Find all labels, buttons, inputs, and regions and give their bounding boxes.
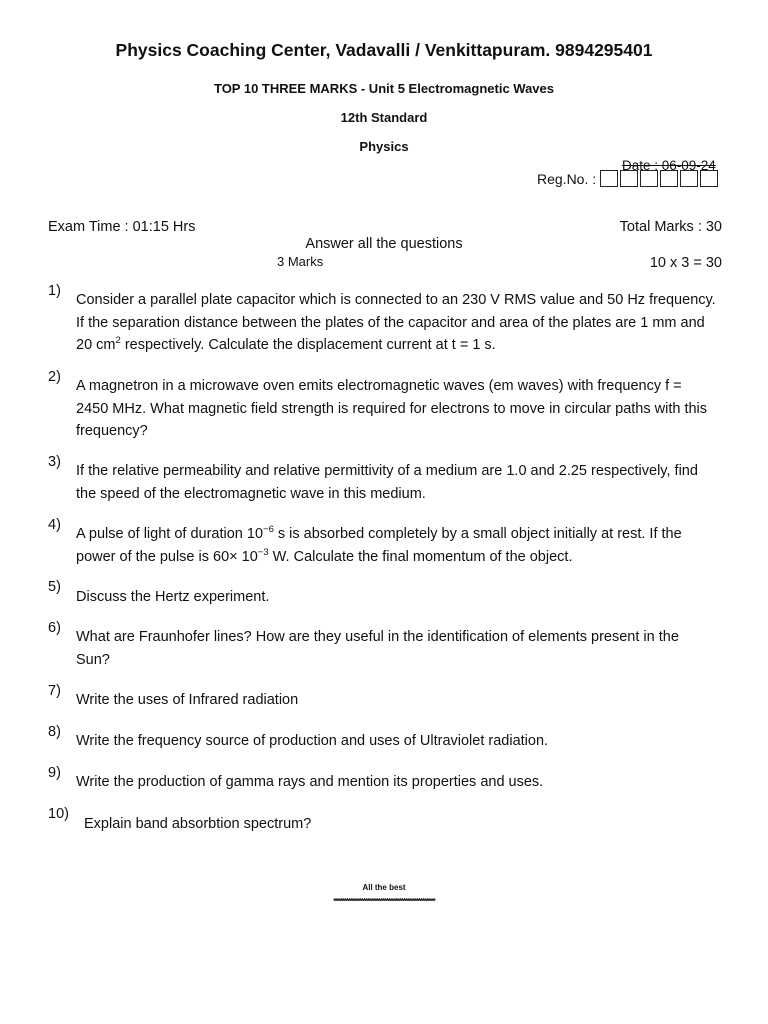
reg-no-field — [537, 170, 720, 187]
exam-title: TOP 10 THREE MARKS - Unit 5 Electromagnetic Waves — [213, 81, 554, 96]
question-text: Discuss the Hertz experiment. — [76, 589, 270, 605]
question-number: 9) — [48, 765, 61, 781]
closing-message: All the best — [362, 883, 406, 892]
total-marks: Total Marks : 30 — [619, 219, 722, 235]
reg-no-label: Reg.No. : — [537, 170, 597, 187]
standard-label: 12th Standard — [340, 110, 428, 125]
instruction-text: Answer all the questions — [305, 236, 463, 252]
question-number: 10) — [48, 806, 69, 822]
star-divider: ************************************************ — [333, 897, 435, 906]
question-number: 1) — [48, 283, 61, 299]
coaching-center-title: Physics Coaching Center, Vadavalli / Venkittapuram. 9894295401 — [115, 40, 653, 60]
reg-no-box — [600, 170, 618, 187]
question-number: 3) — [48, 454, 61, 470]
reg-no-box — [620, 170, 638, 187]
question-text: Write the production of gamma rays and mention its properties and uses. — [76, 774, 544, 790]
reg-no-box — [680, 170, 698, 187]
question-text: Write the uses of Infrared radiation — [76, 692, 299, 708]
question-text: Explain band absorbtion spectrum? — [84, 816, 312, 832]
reg-no-box — [700, 170, 718, 187]
reg-no-boxes — [600, 170, 720, 187]
reg-no-box — [660, 170, 678, 187]
question-text: Write the frequency source of production and uses of Ultraviolet radiation. — [76, 733, 549, 749]
question-number: 7) — [48, 683, 61, 699]
question-text: A magnetron in a microwave oven emits electromagnetic waves (em waves) with frequency f = 2450 MHz. What magnetic field strength is required for electrons to move in circular paths with this frequency? — [76, 378, 708, 439]
question-text: If the relative permeability and relative permittivity of a medium are 1.0 and 2.25 respectively, find the speed of the electromagnetic wave in this medium. — [76, 463, 698, 502]
question-text: Consider a parallel plate capacitor which is connected to an 230 V RMS value and 50 Hz frequency. If the separation distance between the plates of the capacitor and area of the plates are 1 mm and 20 $cm^2$ respectively. Calculate the displacement current at t = 1 s. — [76, 292, 716, 353]
section-marks: 3 Marks — [277, 254, 324, 269]
subject-label: Physics — [359, 139, 409, 154]
reg-no-box — [640, 170, 658, 187]
question-number: 5) — [48, 579, 61, 595]
question-number: 6) — [48, 620, 61, 636]
question-number: 2) — [48, 369, 61, 385]
exam-time: Exam Time : 01:15 Hrs — [48, 219, 196, 235]
question-number: 4) — [48, 517, 61, 533]
exam-date: Date : 06-09-24 — [622, 158, 716, 173]
question-number: 8) — [48, 724, 61, 740]
question-text: What are Fraunhofer lines? How are they useful in the identification of elements present in the Sun? — [76, 629, 679, 668]
question-text: A pulse of light of duration $10^{-6}$ s is absorbed completely by a small object initially at rest. If the power of the pulse is $60\times 10^{-3}$ W. Calculate the final momentum of the object. — [76, 524, 682, 565]
marks-calculation: 10 x 3 = 30 — [649, 255, 722, 271]
